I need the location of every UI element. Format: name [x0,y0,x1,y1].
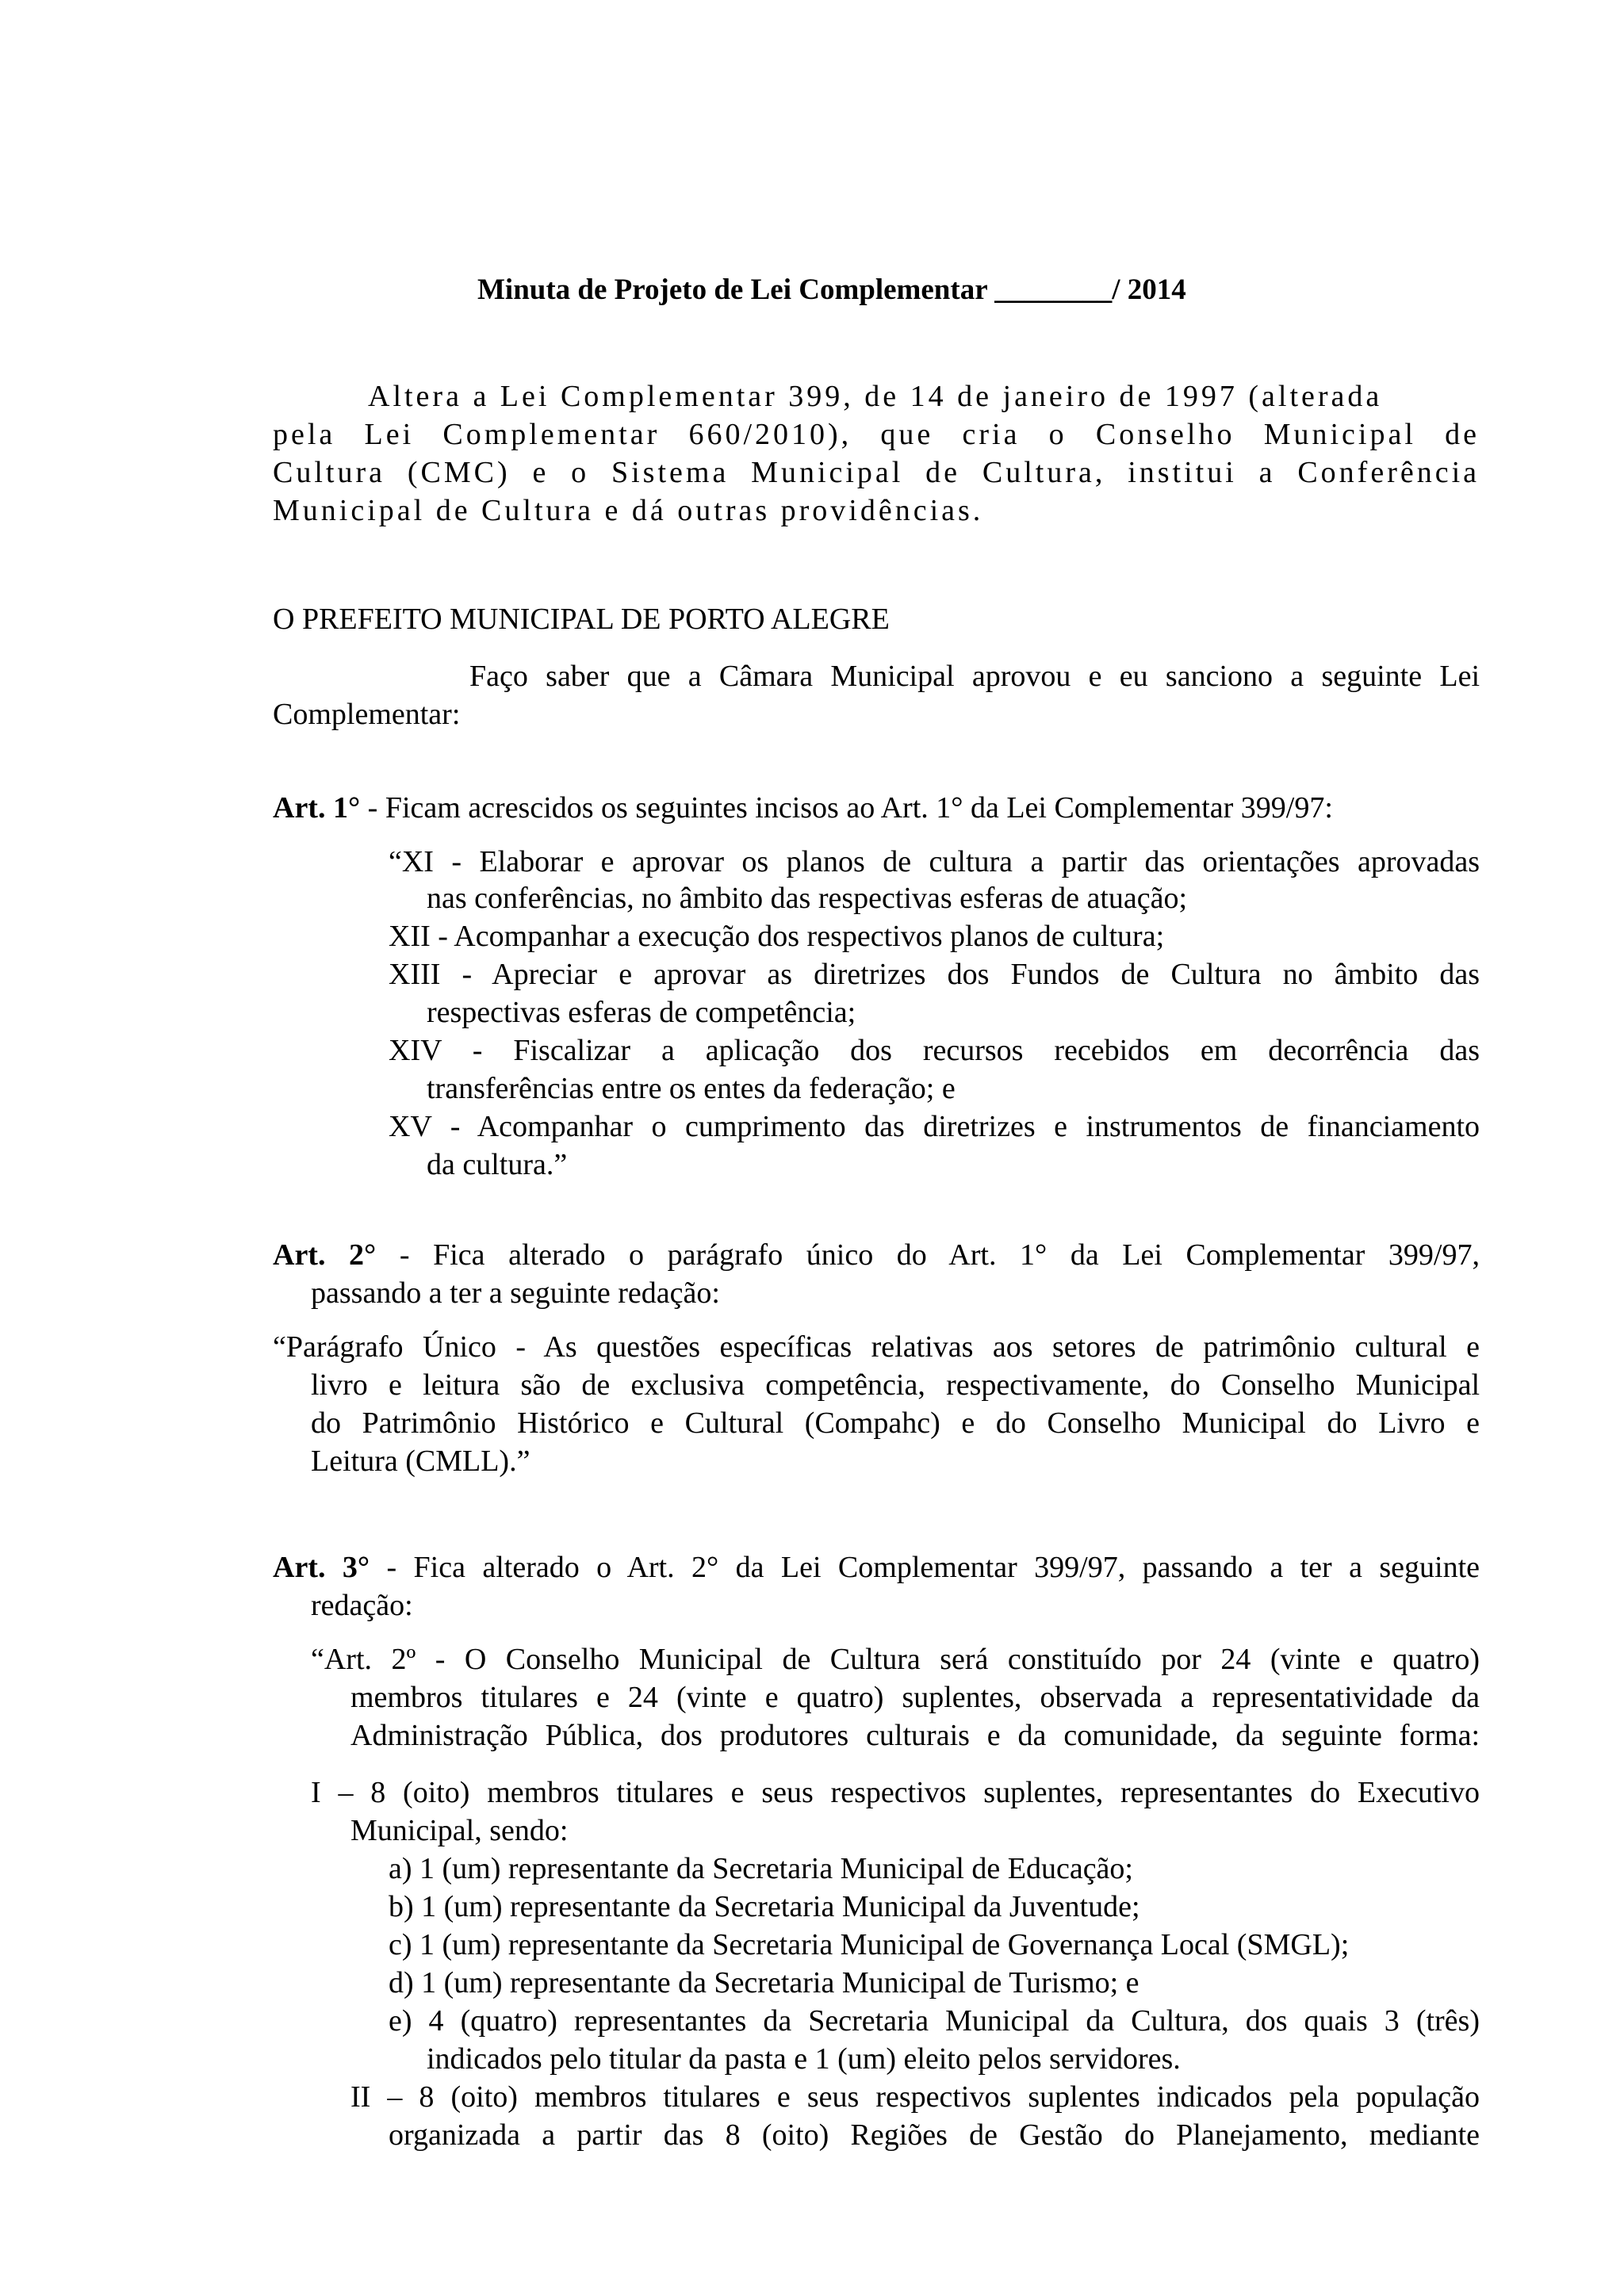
article-3-text: - Fica alterado o Art. 2° da Lei Complementar 399/97, passando a ter a seguinte [370,1551,1480,1584]
article-body-line: organizada a partir das 8 (oito) Regiões de Gestão do Planejamento, mediante [389,2118,1480,2152]
inciso-line: XIII - Apreciar e aprovar as diretrizes dos Fundos de Cultura no âmbito das [389,958,1480,991]
inciso-line: respectivas esferas de competência; [427,996,856,1029]
ementa-line: Cultura (CMC) e o Sistema Municipal de Cultura, institui a Conferência [273,456,1480,489]
inciso-line: transferências entre os entes da federação; e [427,1072,956,1105]
alinea-line: a) 1 (um) representante da Secretaria Municipal de Educação; [389,1852,1133,1885]
article-3-heading [273,1549,1480,1586]
authority-heading: O PREFEITO MUNICIPAL DE PORTO ALEGRE [273,603,890,636]
article-body-line: II – 8 (oito) membros titulares e seus respectivos suplentes indicados pela população [350,2080,1480,2114]
inciso-line: nas conferências, no âmbito das respectivas esferas de atuação; [427,882,1188,915]
ementa-line: Altera a Lei Complementar 399, de 14 de janeiro de 1997 (alterada [368,380,1383,413]
alinea-line: c) 1 (um) representante da Secretaria Municipal de Governança Local (SMGL); [389,1928,1350,1961]
alinea-line: indicados pelo titular da pasta e 1 (um) eleito pelos servidores. [427,2042,1181,2076]
article-2-heading [273,1237,1480,1273]
paragraph-line: livro e leitura são de exclusiva competência, respectivamente, do Conselho Municipal [311,1368,1480,1402]
article-1-heading [273,790,1333,826]
inciso-line: da cultura.” [427,1148,568,1181]
article-body-line: Administração Pública, dos produtores culturais e da comunidade, da seguinte forma: [350,1719,1480,1752]
inciso-line: XII - Acompanhar a execução dos respectivos planos de cultura; [389,920,1165,953]
alinea-line: e) 4 (quatro) representantes da Secretaria Municipal da Cultura, dos quais 3 (três) [389,2004,1480,2038]
inciso-line: XV - Acompanhar o cumprimento das diretrizes e instrumentos de financiamento [389,1110,1480,1143]
paragraph-line: Leitura (CMLL).” [311,1445,530,1478]
article-1-label: Art. 1° [273,791,361,825]
article-body-line: Municipal, sendo: [350,1814,569,1847]
alinea-line: b) 1 (um) representante da Secretaria Municipal da Juventude; [389,1890,1140,1923]
article-body-line: membros titulares e 24 (vinte e quatro) suplentes, observada a representatividade da [350,1681,1480,1714]
inciso-line: “XI - Elaborar e aprovar os planos de cultura a partir das orientações aprovadas [389,845,1480,878]
article-1-text: - Ficam acrescidos os seguintes incisos ao Art. 1° da Lei Complementar 399/97: [360,791,1333,825]
alinea-line: d) 1 (um) representante da Secretaria Municipal de Turismo; e [389,1966,1139,1999]
article-body-line: I – 8 (oito) membros titulares e seus respectivos suplentes, representantes do Executivo [311,1776,1480,1809]
enactment-line: Complementar: [273,698,461,731]
article-2-text: - Fica alterado o parágrafo único do Art. 1° da Lei Complementar 399/97, [376,1238,1480,1272]
article-2-text-cont: passando a ter a seguinte redação: [311,1276,720,1310]
ementa-line: Municipal de Cultura e dá outras providências. [273,494,984,527]
article-2-label: Art. 2° [273,1238,377,1272]
paragraph-line: do Patrimônio Histórico e Cultural (Compahc) e do Conselho Municipal do Livro e [311,1406,1480,1440]
enactment-line: Faço saber que a Câmara Municipal aprovou e eu sanciono a seguinte Lei [469,660,1480,693]
article-3-text-cont: redação: [311,1589,413,1622]
document-title: Minuta de Projeto de Lei Complementar ________/ 2014 [477,274,1186,306]
paragraph-line: “Parágrafo Único - As questões específicas relativas aos setores de patrimônio cultural e [273,1330,1480,1364]
article-3-label: Art. 3° [273,1551,370,1584]
article-body-line: “Art. 2º - O Conselho Municipal de Cultura será constituído por 24 (vinte e quatro) [311,1643,1480,1676]
inciso-line: XIV - Fiscalizar a aplicação dos recursos recebidos em decorrência das [389,1034,1480,1067]
ementa-line: pela Lei Complementar 660/2010), que cria o Conselho Municipal de [273,418,1480,451]
